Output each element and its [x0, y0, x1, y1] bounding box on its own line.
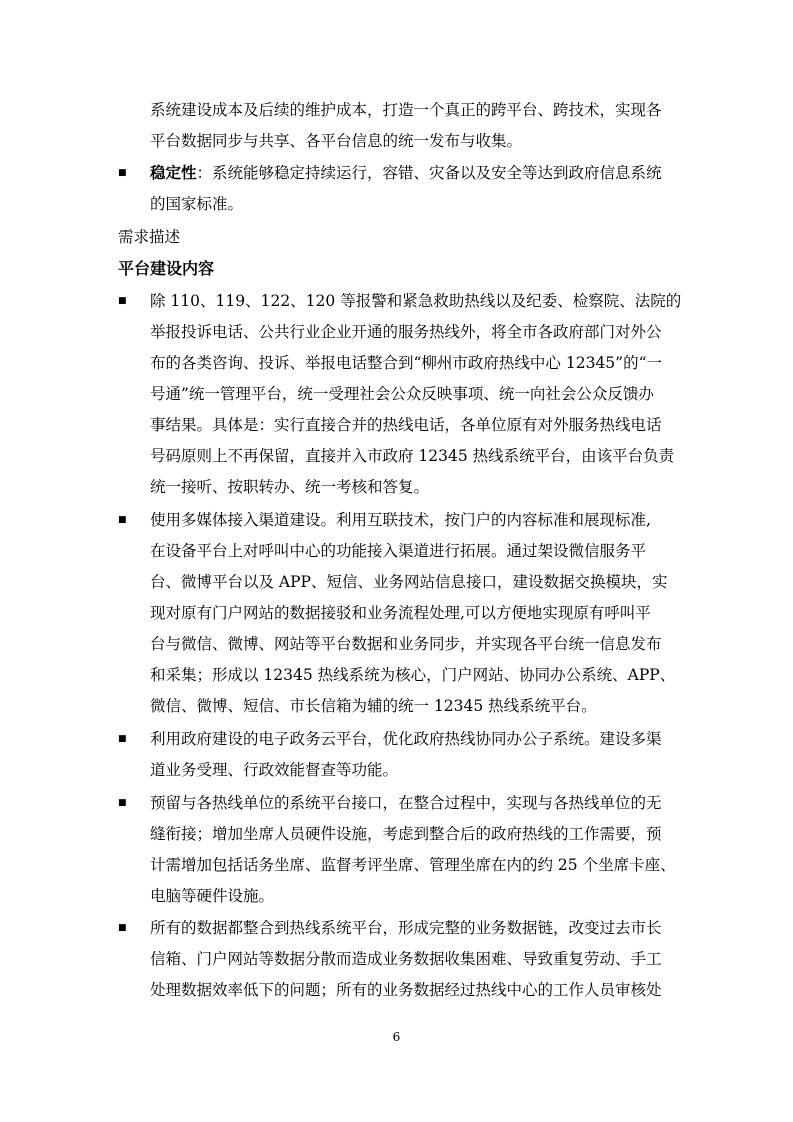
bullet-marker: ■ — [118, 798, 127, 808]
bullet-marker: ■ — [118, 734, 127, 744]
item-5-line-1: 所有的数据都整合到热线系统平台，形成完整的业务数据链，改变过去市长 — [150, 919, 662, 937]
item-1-line-3: 布的各类咨询、投诉、举报电话整合到“柳州市政府热线中心 12345”的“一 — [150, 354, 663, 372]
item-4-line-1: 预留与各热线单位的系统平台接口，在整合过程中，实现与各热线单位的无 — [150, 794, 662, 812]
item-3-line-1: 利用政府建设的电子政务云平台，优化政府热线协同办公子系统。建设多渠 — [150, 730, 662, 748]
section-heading: 平台建设内容 — [118, 259, 215, 278]
carry-over-line-1: 系统建设成本及后续的维护成本，打造一个真正的跨平台、跨技术，实现各 — [150, 101, 662, 119]
item-2-line-3: 台、微博平台以及 APP、短信、业务网站信息接口，建设数据交换模块，实 — [150, 573, 668, 591]
item-4-line-3: 计需增加包括话务坐席、监督考评坐席、管理坐席在内的约 25 个坐席卡座、 — [150, 856, 676, 874]
item-2-line-6: 和采集；形成以 12345 热线系统为核心，门户网站、协同办公系统、APP、 — [150, 666, 676, 684]
item-5-line-3: 处理数据效率低下的问题；所有的业务数据经过热线中心的工作人员审核处 — [150, 981, 662, 999]
item-2-line-4: 现对原有门户网站的数据接驳和业务流程处理,可以方便地实现原有呼叫平 — [150, 604, 651, 622]
bullet-marker: ■ — [118, 515, 127, 525]
bullet-marker: ■ — [118, 168, 127, 178]
item-1-line-6: 号码原则上不再保留，直接并入市政府 12345 热线系统平台，由该平台负责 — [150, 447, 675, 465]
stability-label: 稳定性 — [150, 163, 197, 182]
item-2-line-7: 微信、微博、短信、市长信箱为辅的统一 12345 热线系统平台。 — [150, 697, 597, 715]
item-1-line-1: 除 110、119、122、120 等报警和紧急救助热线以及纪委、检察院、法院的 — [150, 292, 682, 310]
item-3-line-2: 道业务受理、行政效能督查等功能。 — [150, 761, 399, 779]
stability-text: ：系统能够稳定持续运行，容错、灾备以及安全等达到政府信息系统 — [196, 164, 662, 182]
page-number: 6 — [392, 1030, 401, 1044]
item-1-line-2: 举报投诉电话、公共行业企业开通的服务热线外，将全市各政府部门对外公 — [150, 323, 662, 341]
section-label: 需求描述 — [118, 228, 181, 246]
item-2-line-5: 台与微信、微博、网站等平台数据和业务同步，并实现各平台统一信息发布 — [150, 635, 662, 653]
item-5-line-2: 信箱、门户网站等数据分散而造成业务数据收集困难、导致重复劳动、手工 — [150, 950, 662, 968]
item-4-line-2: 缝衔接；增加坐席人员硬件设施，考虑到整合后的政府热线的工作需要，预 — [150, 825, 662, 843]
item-2-line-1: 使用多媒体接入渠道建设。利用互联技术，按门户的内容标准和展现标准, — [150, 511, 651, 529]
bullet-marker: ■ — [118, 923, 127, 933]
item-2-line-2: 在设备平台上对呼叫中心的功能接入渠道进行拓展。通过架设微信服务平 — [150, 542, 647, 560]
bullet-marker: ■ — [118, 296, 127, 306]
stability-line-1 — [150, 163, 662, 183]
item-1-line-5: 事结果。具体是：实行直接合并的热线电话，各单位原有对外服务热线电话 — [150, 416, 662, 434]
item-1-line-4: 号通”统一管理平台，统一受理社会公众反映事项、统一向社会公众反馈办 — [150, 385, 654, 403]
carry-over-line-2: 平台数据同步与共享、各平台信息的统一发布与收集。 — [150, 132, 523, 150]
item-4-line-4: 电脑等硬件设施。 — [150, 887, 275, 905]
stability-line-2: 的国家标准。 — [150, 195, 244, 213]
item-1-line-7: 统一接听、按职转办、统一考核和答复。 — [150, 478, 430, 496]
